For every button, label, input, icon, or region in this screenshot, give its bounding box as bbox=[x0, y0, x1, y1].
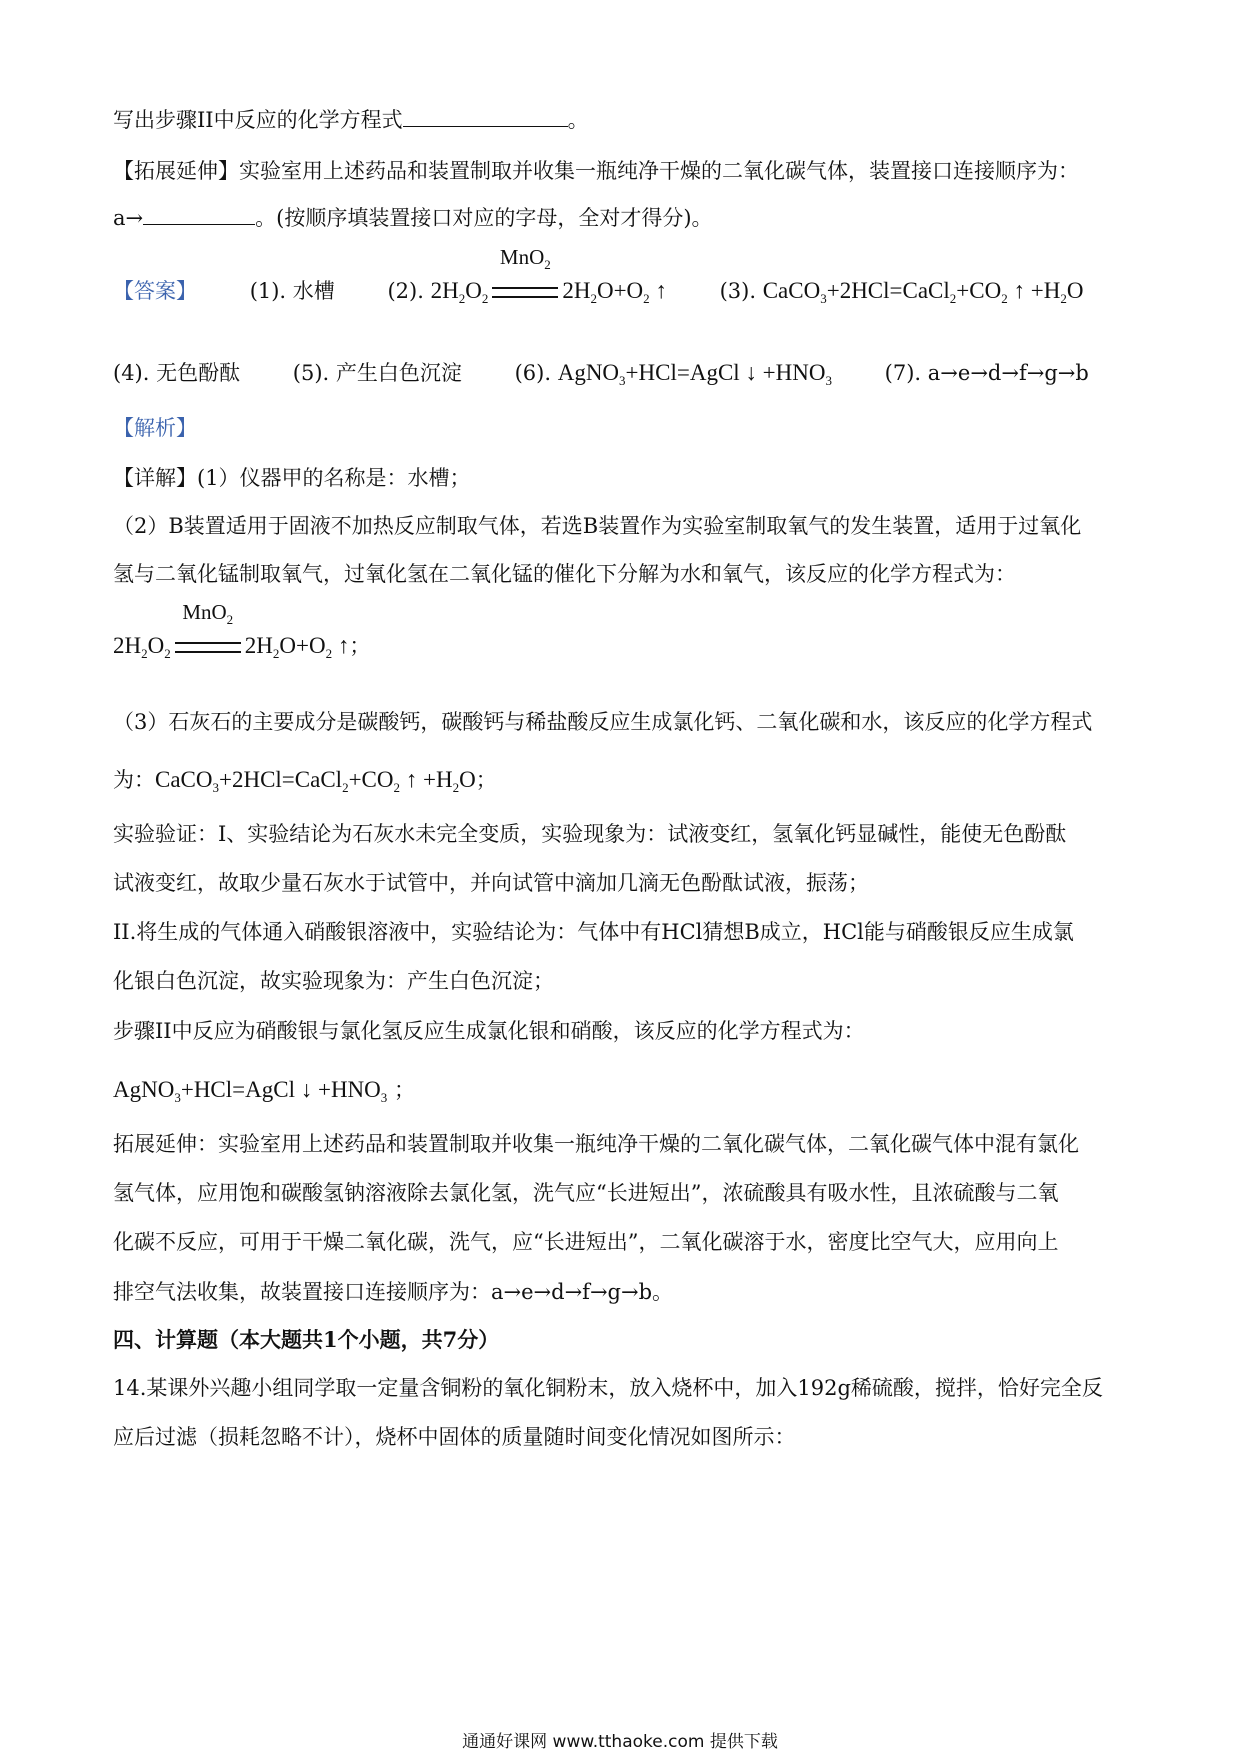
answer-1: (1). 水槽 bbox=[249, 279, 335, 303]
extension-question: 【拓展延伸】实验室用上述药品和装置制取并收集一瓶纯净干燥的二氧化碳气体，装置接口连接顺序为： bbox=[113, 159, 1079, 183]
detail-2-equation: $2H_2O_2$ MnO$_2$ $2H_2O+O_2$ ↑； bbox=[113, 600, 371, 661]
detail-5-line-1: II.将生成的气体通入硝酸银溶液中，实验结论为：气体中有HCl猜想B成立，HCl能与硝酸银反应生成氯 bbox=[113, 920, 1074, 944]
answer-row-1 bbox=[113, 245, 1084, 306]
equation-agno3: AgNO$_3$+HCl=AgCl ↓ $+HNO_3$ bbox=[557, 360, 832, 388]
footer: 通通好课网 www.tthaoke.com 提供下载 bbox=[462, 1732, 778, 1752]
catalyst-mark: MnO$_2$ bbox=[173, 632, 243, 660]
question-14-line-2: 应后过滤（损耗忽略不计），烧杯中固体的质量随时间变化情况如图所示： bbox=[113, 1425, 796, 1449]
answer-3-num: (3). bbox=[719, 279, 757, 303]
equation-h2o2-detail: $2H_2O_2$ MnO$_2$ $2H_2O+O_2$ ↑ bbox=[113, 600, 350, 661]
answer-4: (4). 无色酚酞 bbox=[113, 361, 241, 385]
answer-7: (7). a→e→d→f→g→b bbox=[884, 361, 1089, 385]
answer-5: (5). 产生白色沉淀 bbox=[292, 361, 462, 385]
step2-question: 写出步骤II中反应的化学方程式 。 bbox=[113, 108, 589, 132]
detail-7-line-2: 氢气体，应用饱和碳酸氢钠溶液除去氯化氢，洗气应“长进短出”，浓硫酸具有吸水性，且浓硫酸与二氧 bbox=[113, 1181, 1059, 1205]
catalyst-mark: MnO$_2$ bbox=[490, 277, 560, 305]
detail-4-line-2: 试液变红，故取少量石灰水于试管中，并向试管中滴加几滴无色酚酞试液，振荡； bbox=[113, 871, 869, 895]
equation-agno3-detail: AgNO$_3$+HCl=AgCl ↓ $+HNO_3$ bbox=[113, 1077, 388, 1105]
detail-2-line-2: 氢与二氧化锰制取氧气，过氧化氢在二氧化锰的催化下分解为水和氧气，该反应的化学方程式为： bbox=[113, 562, 1016, 586]
detail-7-line-4: 排空气法收集，故装置接口连接顺序为：a→e→d→f→g→b。 bbox=[113, 1280, 674, 1304]
detail-7-line-3: 化碳不反应，可用于干燥二氧化碳，洗气，应“长进短出”，二氧化碳溶于水，密度比空气大，应用向上 bbox=[113, 1230, 1059, 1254]
detail-5-line-2: 化银白色沉淀，故实验现象为：产生白色沉淀； bbox=[113, 969, 554, 993]
detail-2-line-1: （2）B装置适用于固液不加热反应制取气体，若选B装置作为实验室制取氧气的发生装置，适用于过氧化 bbox=[113, 514, 1082, 538]
answer-tag: 【答案】 bbox=[113, 279, 197, 303]
answer-blank[interactable] bbox=[403, 125, 568, 127]
detail-4-line-1: 实验验证：Ⅰ、实验结论为石灰水未完全变质，实验现象为：试液变红，氢氧化钙显碱性，能使无色酚酞 bbox=[113, 822, 1067, 846]
detail-3-line-2: 为：$CaCO_3+2HCl=CaCl_2+CO_2$ ↑ $+H_2O$； bbox=[113, 767, 497, 795]
detail-6-equation: AgNO$_3$+HCl=AgCl ↓ $+HNO_3$ ； bbox=[113, 1077, 415, 1105]
question-14-line-1: 14.某课外兴趣小组同学取一定量含铜粉的氧化铜粉末，放入烧杯中，加入192g稀硫酸，搅拌，恰好完全反 bbox=[113, 1376, 1103, 1400]
detail-1: 【详解】(1）仪器甲的名称是：水槽； bbox=[113, 466, 471, 490]
answer-6-num: (6). bbox=[514, 361, 552, 385]
answer-row-2 bbox=[113, 359, 1089, 387]
detail-6: 步骤II中反应为硝酸银与氯化氢反应生成氯化银和硝酸，该反应的化学方程式为： bbox=[113, 1019, 865, 1043]
detail-3-line-1: （3）石灰石的主要成分是碳酸钙，碳酸钙与稀盐酸反应生成氯化钙、二氧化碳和水，该反应的化学方程式 bbox=[113, 710, 1093, 734]
section-4-title: 四、计算题（本大题共1个小题，共7分） bbox=[113, 1327, 500, 1352]
order-blank[interactable] bbox=[143, 223, 255, 225]
detail-7-line-1: 拓展延伸：实验室用上述药品和装置制取并收集一瓶纯净干燥的二氧化碳气体，二氧化碳气体中混有氯化 bbox=[113, 1132, 1079, 1156]
equation-caco3-detail: $CaCO_3+2HCl=CaCl_2+CO_2$ ↑ $+H_2O$ bbox=[155, 767, 476, 795]
analysis-tag: 【解析】 bbox=[113, 416, 197, 440]
order-question: a→ 。(按顺序填装置接口对应的字母，全对才得分)。 bbox=[113, 206, 713, 230]
equation-h2o2: $2H_2O_2$ MnO$_2$ $2H_2O+O_2$ ↑ bbox=[430, 245, 667, 306]
answer-2-num: (2). bbox=[387, 279, 424, 303]
equation-caco3: $CaCO_3+2HCl=CaCl_2+CO_2$ ↑ $+H_2O$ bbox=[762, 278, 1084, 306]
